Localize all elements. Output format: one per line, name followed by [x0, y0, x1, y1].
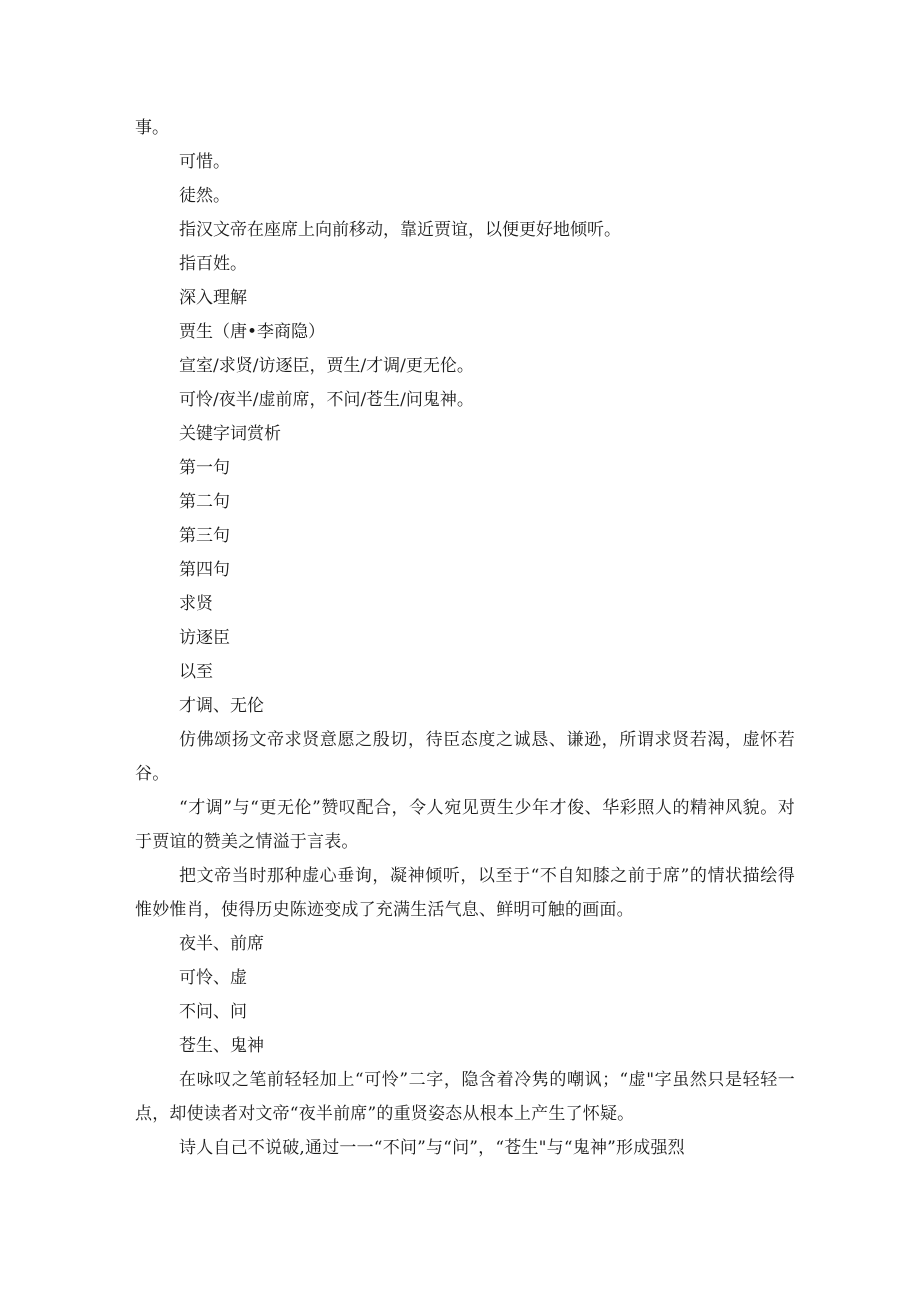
poem-line: 可怜/夜半/虚前席，不问/苍生/问鬼神。: [179, 390, 474, 410]
text-line: 夜半、前席: [179, 934, 264, 954]
poem-title: 贾生（唐•李商隐）: [179, 322, 326, 342]
text-line: 可怜、虚: [179, 968, 247, 988]
text-line: 徒然。: [179, 186, 230, 206]
analysis-paragraph: 诗人自己不说破,通过一一“不问”与“问”，“苍生"与“鬼神”形成强烈: [179, 1138, 685, 1158]
text-line: 指汉文帝在座席上向前移动，靠近贾谊，以便更好地倾听。: [179, 220, 621, 240]
text-line: 以至: [179, 662, 213, 682]
poem-line: 宣室/求贤/访逐臣，贾生/才调/更无伦。: [179, 356, 474, 376]
text-line: 事。: [135, 118, 169, 138]
text-line: 可惜。: [179, 152, 230, 172]
text-line: 苍生、鬼神: [179, 1036, 264, 1056]
text-line: 第二句: [179, 492, 230, 512]
text-line: 第四句: [179, 560, 230, 580]
analysis-paragraph: 把文帝当时那种虚心垂询，凝神倾听，以至于“不自知膝之前于席”的情状描绘得惟妙惟肖，使得历史陈迹变成了充满生活气息、鲜明可触的画面。: [135, 866, 795, 920]
text-line: 指百姓。: [179, 254, 247, 274]
text-line: 求贤: [179, 594, 213, 614]
analysis-paragraph: “才调”与“更无伦”赞叹配合，令人宛见贾生少年才俊、华彩照人的精神风貌。对于贾谊的赞美之情溢于言表。: [135, 798, 795, 852]
section-heading: 深入理解: [179, 288, 247, 308]
analysis-paragraph: 仿佛颂扬文帝求贤意愿之殷切，待臣态度之诚恳、谦逊，所谓求贤若渴，虚怀若谷。: [135, 730, 795, 784]
text-line: 第三句: [179, 526, 230, 546]
text-line: 访逐臣: [179, 628, 230, 648]
text-line: 不问、问: [179, 1002, 247, 1022]
text-line: 才调、无伦: [179, 696, 264, 716]
text-line: 第一句: [179, 458, 230, 478]
document-body: [135, 111, 795, 1165]
analysis-paragraph: 在咏叹之笔前轻轻加上“可怜”二字，隐含着冷隽的嘲讽；“虚"字虽然只是轻轻一点，却使读者对文帝“夜半前席”的重贤姿态从根本上产生了怀疑。: [135, 1070, 795, 1124]
section-heading: 关键字词赏析: [179, 424, 281, 444]
